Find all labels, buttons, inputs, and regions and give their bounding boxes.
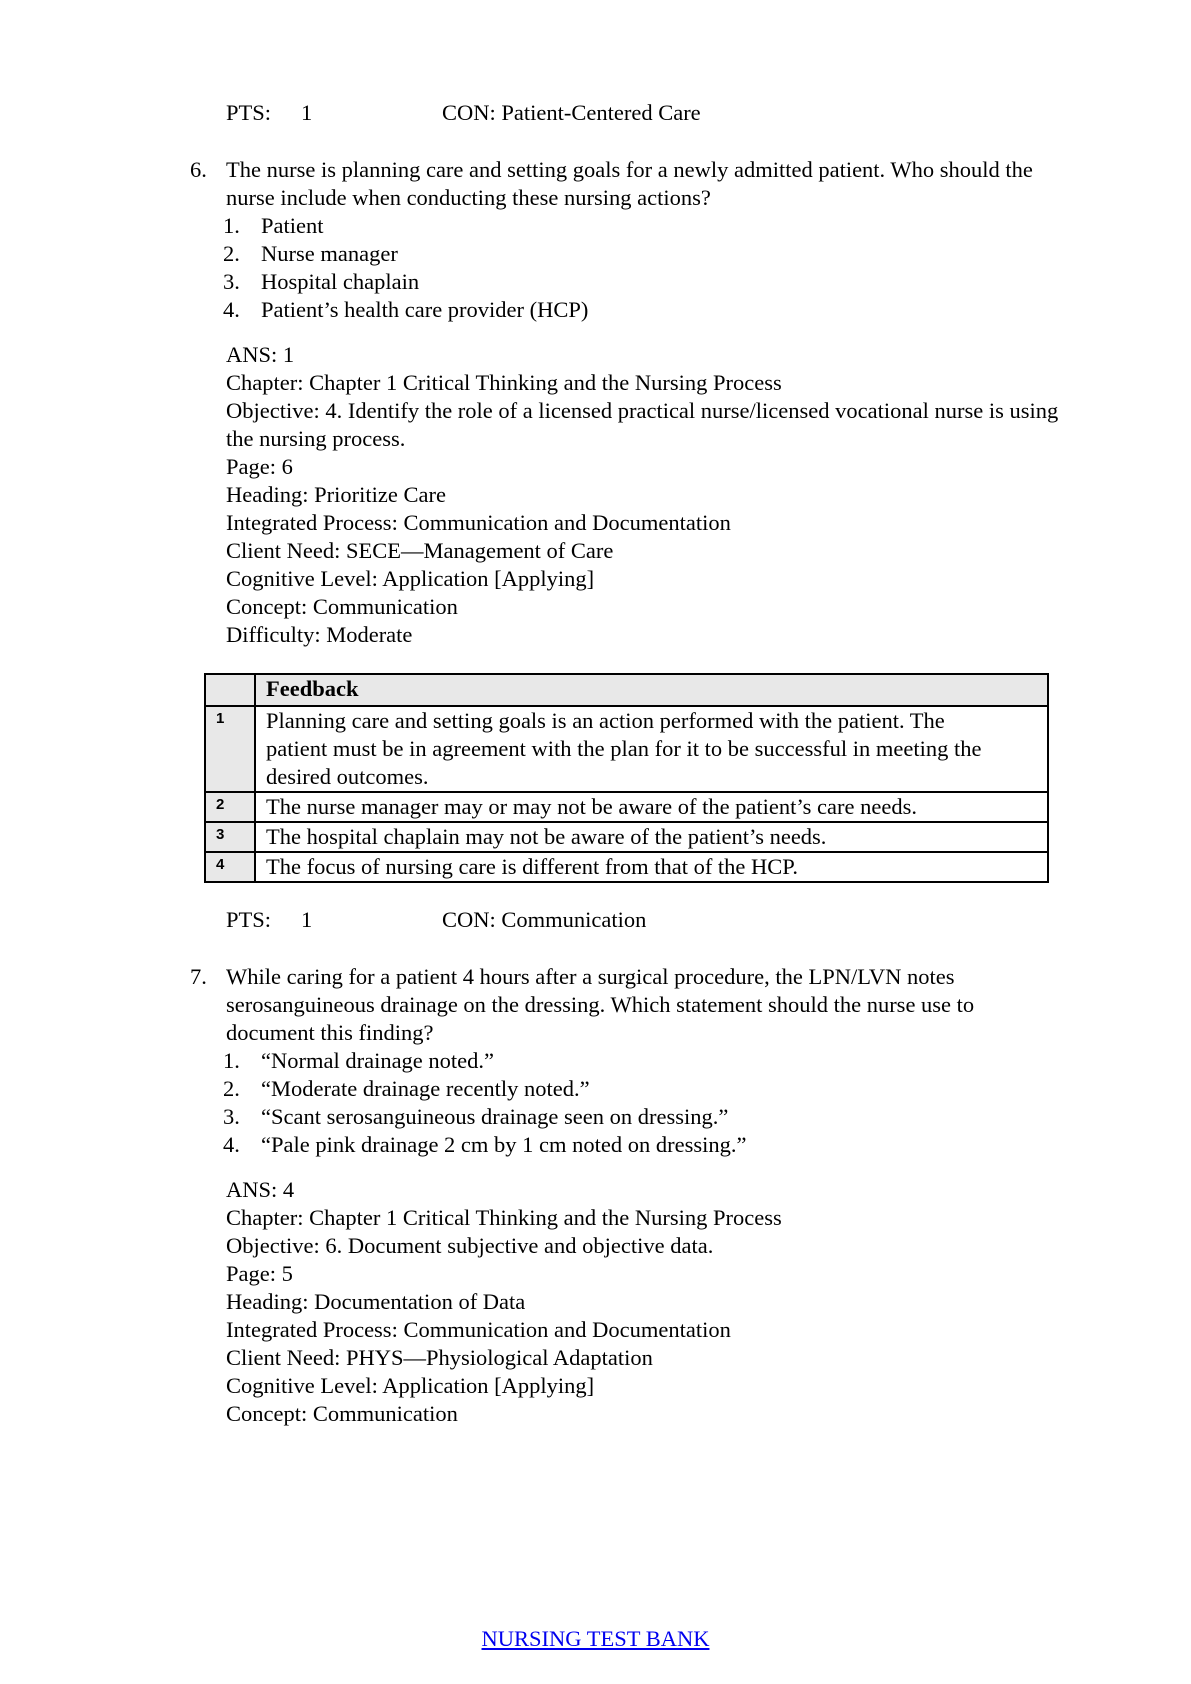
concept-line: Concept: Communication xyxy=(226,594,458,619)
question-stem-line: document this finding? xyxy=(226,1020,434,1045)
integrated-process-line: Integrated Process: Communication and Documentation xyxy=(226,510,731,535)
client-need-line: Client Need: SECE—Management of Care xyxy=(226,538,614,563)
feedback-row xyxy=(205,706,1048,792)
feedback-row xyxy=(205,822,1048,852)
option-text: Patient’s health care provider (HCP) xyxy=(261,297,589,322)
heading-line: Heading: Documentation of Data xyxy=(226,1289,526,1314)
option-text: Nurse manager xyxy=(261,241,398,266)
question-number: 6. xyxy=(190,157,207,182)
difficulty-line: Difficulty: Moderate xyxy=(226,622,413,647)
option-text: Hospital chaplain xyxy=(261,269,420,294)
chapter-line: Chapter: Chapter 1 Critical Thinking and the Nursing Process xyxy=(226,370,782,395)
concept-line: Concept: Communication xyxy=(226,1401,458,1426)
option-text: “Moderate drainage recently noted.” xyxy=(261,1076,590,1101)
objective-line: Objective: 4. Identify the role of a licensed practical nurse/licensed vocational nurse is using xyxy=(226,398,1059,423)
heading-line: Heading: Prioritize Care xyxy=(226,482,446,507)
question-stem-line: nurse include when conducting these nursing actions? xyxy=(226,185,711,210)
client-need-line: Client Need: PHYS—Physiological Adaptation xyxy=(226,1345,653,1370)
page-line: Page: 5 xyxy=(226,1261,293,1286)
option-number: 3. xyxy=(223,269,240,294)
option-number: 2. xyxy=(223,1076,240,1101)
con-text: CON: Communication xyxy=(442,907,647,932)
feedback-text-line: desired outcomes. xyxy=(266,764,429,789)
question-stem-line: The nurse is planning care and setting goals for a newly admitted patient. Who should the xyxy=(226,157,1033,182)
answer-line: ANS: 1 xyxy=(226,342,295,367)
page-line: Page: 6 xyxy=(226,454,293,479)
question-number: 7. xyxy=(190,964,207,989)
chapter-line: Chapter: Chapter 1 Critical Thinking and the Nursing Process xyxy=(226,1205,782,1230)
cognitive-level-line: Cognitive Level: Application [Applying] xyxy=(226,566,595,591)
option-number: 1. xyxy=(223,213,240,238)
feedback-text-line: Planning care and setting goals is an action performed with the patient. The xyxy=(266,708,945,733)
feedback-row xyxy=(205,792,1048,822)
option-text: Patient xyxy=(261,213,324,238)
pts-label: PTS: xyxy=(226,907,272,932)
option-number: 4. xyxy=(223,297,240,322)
feedback-row-text xyxy=(255,706,1048,792)
option-number: 1. xyxy=(223,1048,240,1073)
feedback-row-number: 2 xyxy=(205,792,255,822)
nursing-test-bank-link[interactable]: NURSING TEST BANK xyxy=(481,1626,710,1651)
con-text: CON: Patient-Centered Care xyxy=(442,100,701,125)
feedback-row-number: 4 xyxy=(205,852,255,882)
option-text: “Normal drainage noted.” xyxy=(261,1048,495,1073)
feedback-row xyxy=(205,852,1048,882)
feedback-header: Feedback xyxy=(255,674,1048,706)
feedback-row-text: The focus of nursing care is different from that of the HCP. xyxy=(255,852,1048,882)
feedback-text-line: patient must be in agreement with the plan for it to be successful in meeting the xyxy=(266,736,982,761)
cognitive-level-line: Cognitive Level: Application [Applying] xyxy=(226,1373,595,1398)
option-number: 3. xyxy=(223,1104,240,1129)
option-number: 2. xyxy=(223,241,240,266)
question-stem-line: While caring for a patient 4 hours after a surgical procedure, the LPN/LVN notes xyxy=(226,964,955,989)
answer-line: ANS: 4 xyxy=(226,1177,295,1202)
option-number: 4. xyxy=(223,1132,240,1157)
objective-line: Objective: 6. Document subjective and objective data. xyxy=(226,1233,714,1258)
option-text: “Pale pink drainage 2 cm by 1 cm noted on dressing.” xyxy=(261,1132,747,1157)
question-stem-line: serosanguineous drainage on the dressing. Which statement should the nurse use to xyxy=(226,992,975,1017)
feedback-row-number: 3 xyxy=(205,822,255,852)
pts-label: PTS: xyxy=(226,100,272,125)
pts-value: 1 xyxy=(301,907,313,932)
feedback-table xyxy=(204,673,1049,883)
feedback-header-row xyxy=(205,674,1048,706)
option-text: “Scant serosanguineous drainage seen on dressing.” xyxy=(261,1104,729,1129)
integrated-process-line: Integrated Process: Communication and Documentation xyxy=(226,1317,731,1342)
feedback-row-text: The nurse manager may or may not be aware of the patient’s care needs. xyxy=(255,792,1048,822)
feedback-row-number: 1 xyxy=(205,706,255,792)
pts-value: 1 xyxy=(301,100,313,125)
feedback-row-text: The hospital chaplain may not be aware of the patient’s needs. xyxy=(255,822,1048,852)
objective-line: the nursing process. xyxy=(226,426,406,451)
feedback-header-corner xyxy=(205,674,255,706)
